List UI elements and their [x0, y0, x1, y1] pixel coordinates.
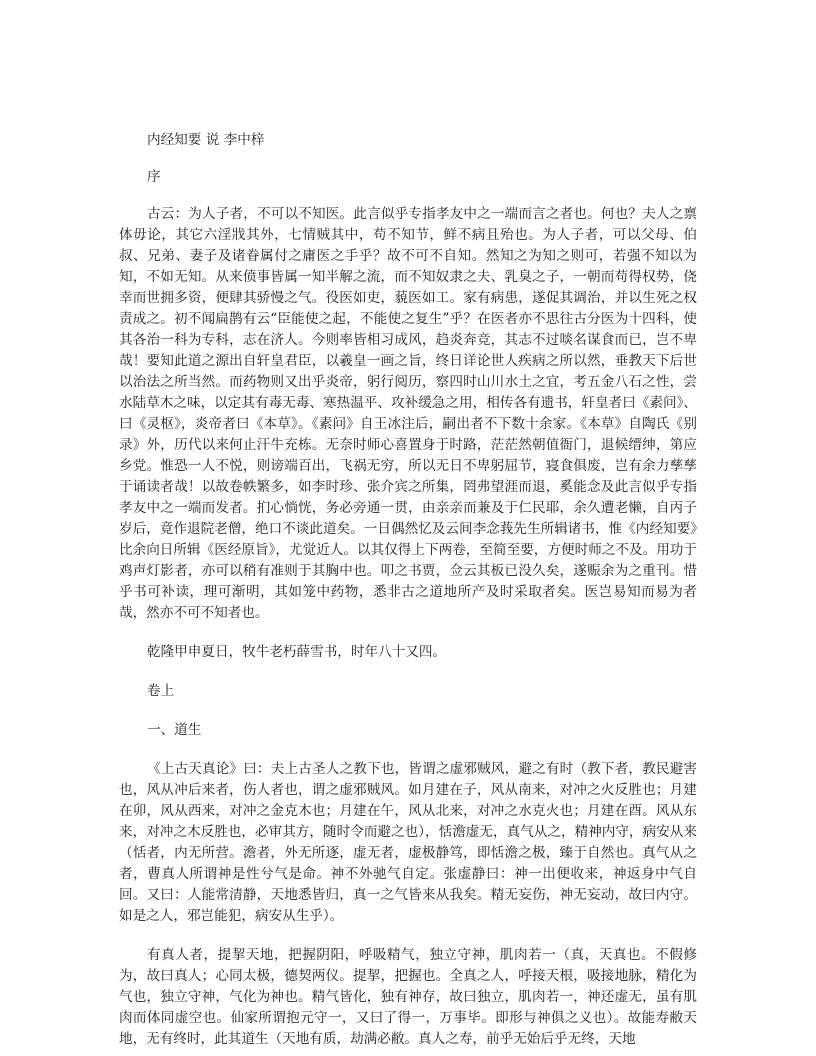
preface-heading: 序: [147, 169, 161, 185]
section-paragraph: 《上古天真论》曰：夫上古圣人之教下也，皆谓之虚邪贼风，避之有时（教下者，教民避害也，风从冲后来者，伤人者也，谓之虚邪贼风。如月建在子，风从南来，对冲之火反胜也；月建在卯，风从西来，对冲之金克木也；月建在午，风从北来，对冲之水克火也；月建在酉。风从东来，对冲之木反胜也，必审其方，随时令而避之也），恬澹虚无，真气从之，精神内守，病安从来（恬者，内无所营。澹者，外无所逐，虚无者，虚极静笃，即恬澹之极，臻于自然也。真气从之者，曹真人所谓神是性兮气是命。神不外驰气自定。张虚静曰：神一出便收来，神返身中气自回。又曰：人能常清静，天地悉皆归，真一之气皆来从我矣。精无妄伤，神无妄动，故曰内守。如是之人，邪岂能犯，病安从生乎）。: [119, 761, 697, 924]
volume-heading: 卷上: [147, 683, 175, 699]
section-heading: 一、道生: [147, 722, 202, 738]
preface-signature: 乾隆甲申夏日，牧牛老朽薛雪书，时年八十又四。: [147, 644, 447, 660]
document-page: [119, 130, 697, 1050]
preface-body: 古云：为人子者，不可以不知医。此言似乎专指孝友中之一端而言之者也。何也？夫人之禀体毋论，其它六淫戕其外，七情贼其中，苟不知节，鲜不病且殆也。为人子者，可以父母、伯叔、兄弟、妻子及诸眷属付之庸医之手乎？故不可不自知。然知之为知之则可，若强不知以为知，不如无知。从来偾事皆属一知半解之流，而不知奴隶之夫、乳臭之子，一朝而苟得权势，侥幸而世拥多资，便肆其骄慢之气。役医如吏，藐医如工。家有病患，遂促其调治，并以生死之权责成之。初不闻扁鹊有云“臣能使之起，不能使之复生”乎？在医者亦不思往古分医为十四科，使其各治一科为专科，志在济人。今则率皆相习成风，趋炎奔竞，其志不过啖名谋食而已，岂不卑哉！要知此道之源出自轩皇君臣，以羲皇一画之旨，终日详论世人疾病之所以然，垂教天下后世以治法之所当然。而药物则又出乎炎帝，躬行阅历，察四时山川水土之宜，考五金八石之性，尝水陆草木之味，以定其有毒无毒、寒热温平、攻补缓急之用，相传各有遗书，轩皇者曰《素问》、曰《灵枢》，炎帝者曰《本草》。《素问》自王冰注后，嗣出者不下数十余家。《本草》自陶氏《别录》外，历代以来何止汗牛充栋。无奈时师心喜置身于时路，茫茫然朝值衙门，退候缙绅，第应乡党。惟恐一人不悦，则谤端百出，飞祸无穷，所以无日不卑躬屈节，寝食俱废，岂有余力孳孳于诵读者哉！以故卷帙繁多，如李时珍、张介宾之所集，罔弗望涯而退，奚能念及此言似乎专指孝友中之一端而发者。扪心惝恍，务必旁通一贯，由亲亲而兼及于仁民耶，余久遭老懒，自丙子岁后，竟作退院老僧，绝口不谈此道矣。一日偶然忆及云间李念莪先生所辑诸书，惟《内经知要》比余向日所辑《医经原旨》，尤觉近人。以其仅得上下两卷，至简至要，方便时师之不及。用功于鸡声灯影者，亦可以稍有准则于其胸中也。叩之书贾，佥云其板已没久矣，遂赈余为之重刊。惜乎书可补读，理可渐明，其如笼中药物，悉非古之道地所产及时采取者矣。医岂易知而易为者哉，然亦不可不知者也。: [119, 206, 697, 621]
section-paragraph: 有真人者，提挈天地，把握阴阳，呼吸精气，独立守神，肌肉若一（真，天真也。不假修为，故曰真人；心同太极，德契两仪。提挈，把握也。全真之人，呼接天根，吸接地脉，精化为气也，独立守神，气化为神也。精气皆化，独有神存，故曰独立，肌肉若一，神还虚无，虽有肌肉而体同虚空也。仙家所谓抱元守一，又曰了得一，万事毕。即形与神俱之义也）。故能寿敝天地，无有终时，此其道生（天地有质，劫满必敝。真人之寿，前乎无始后乎无终，天地: [119, 947, 697, 1047]
book-title: 内经知要 说 李中梓: [147, 132, 265, 148]
